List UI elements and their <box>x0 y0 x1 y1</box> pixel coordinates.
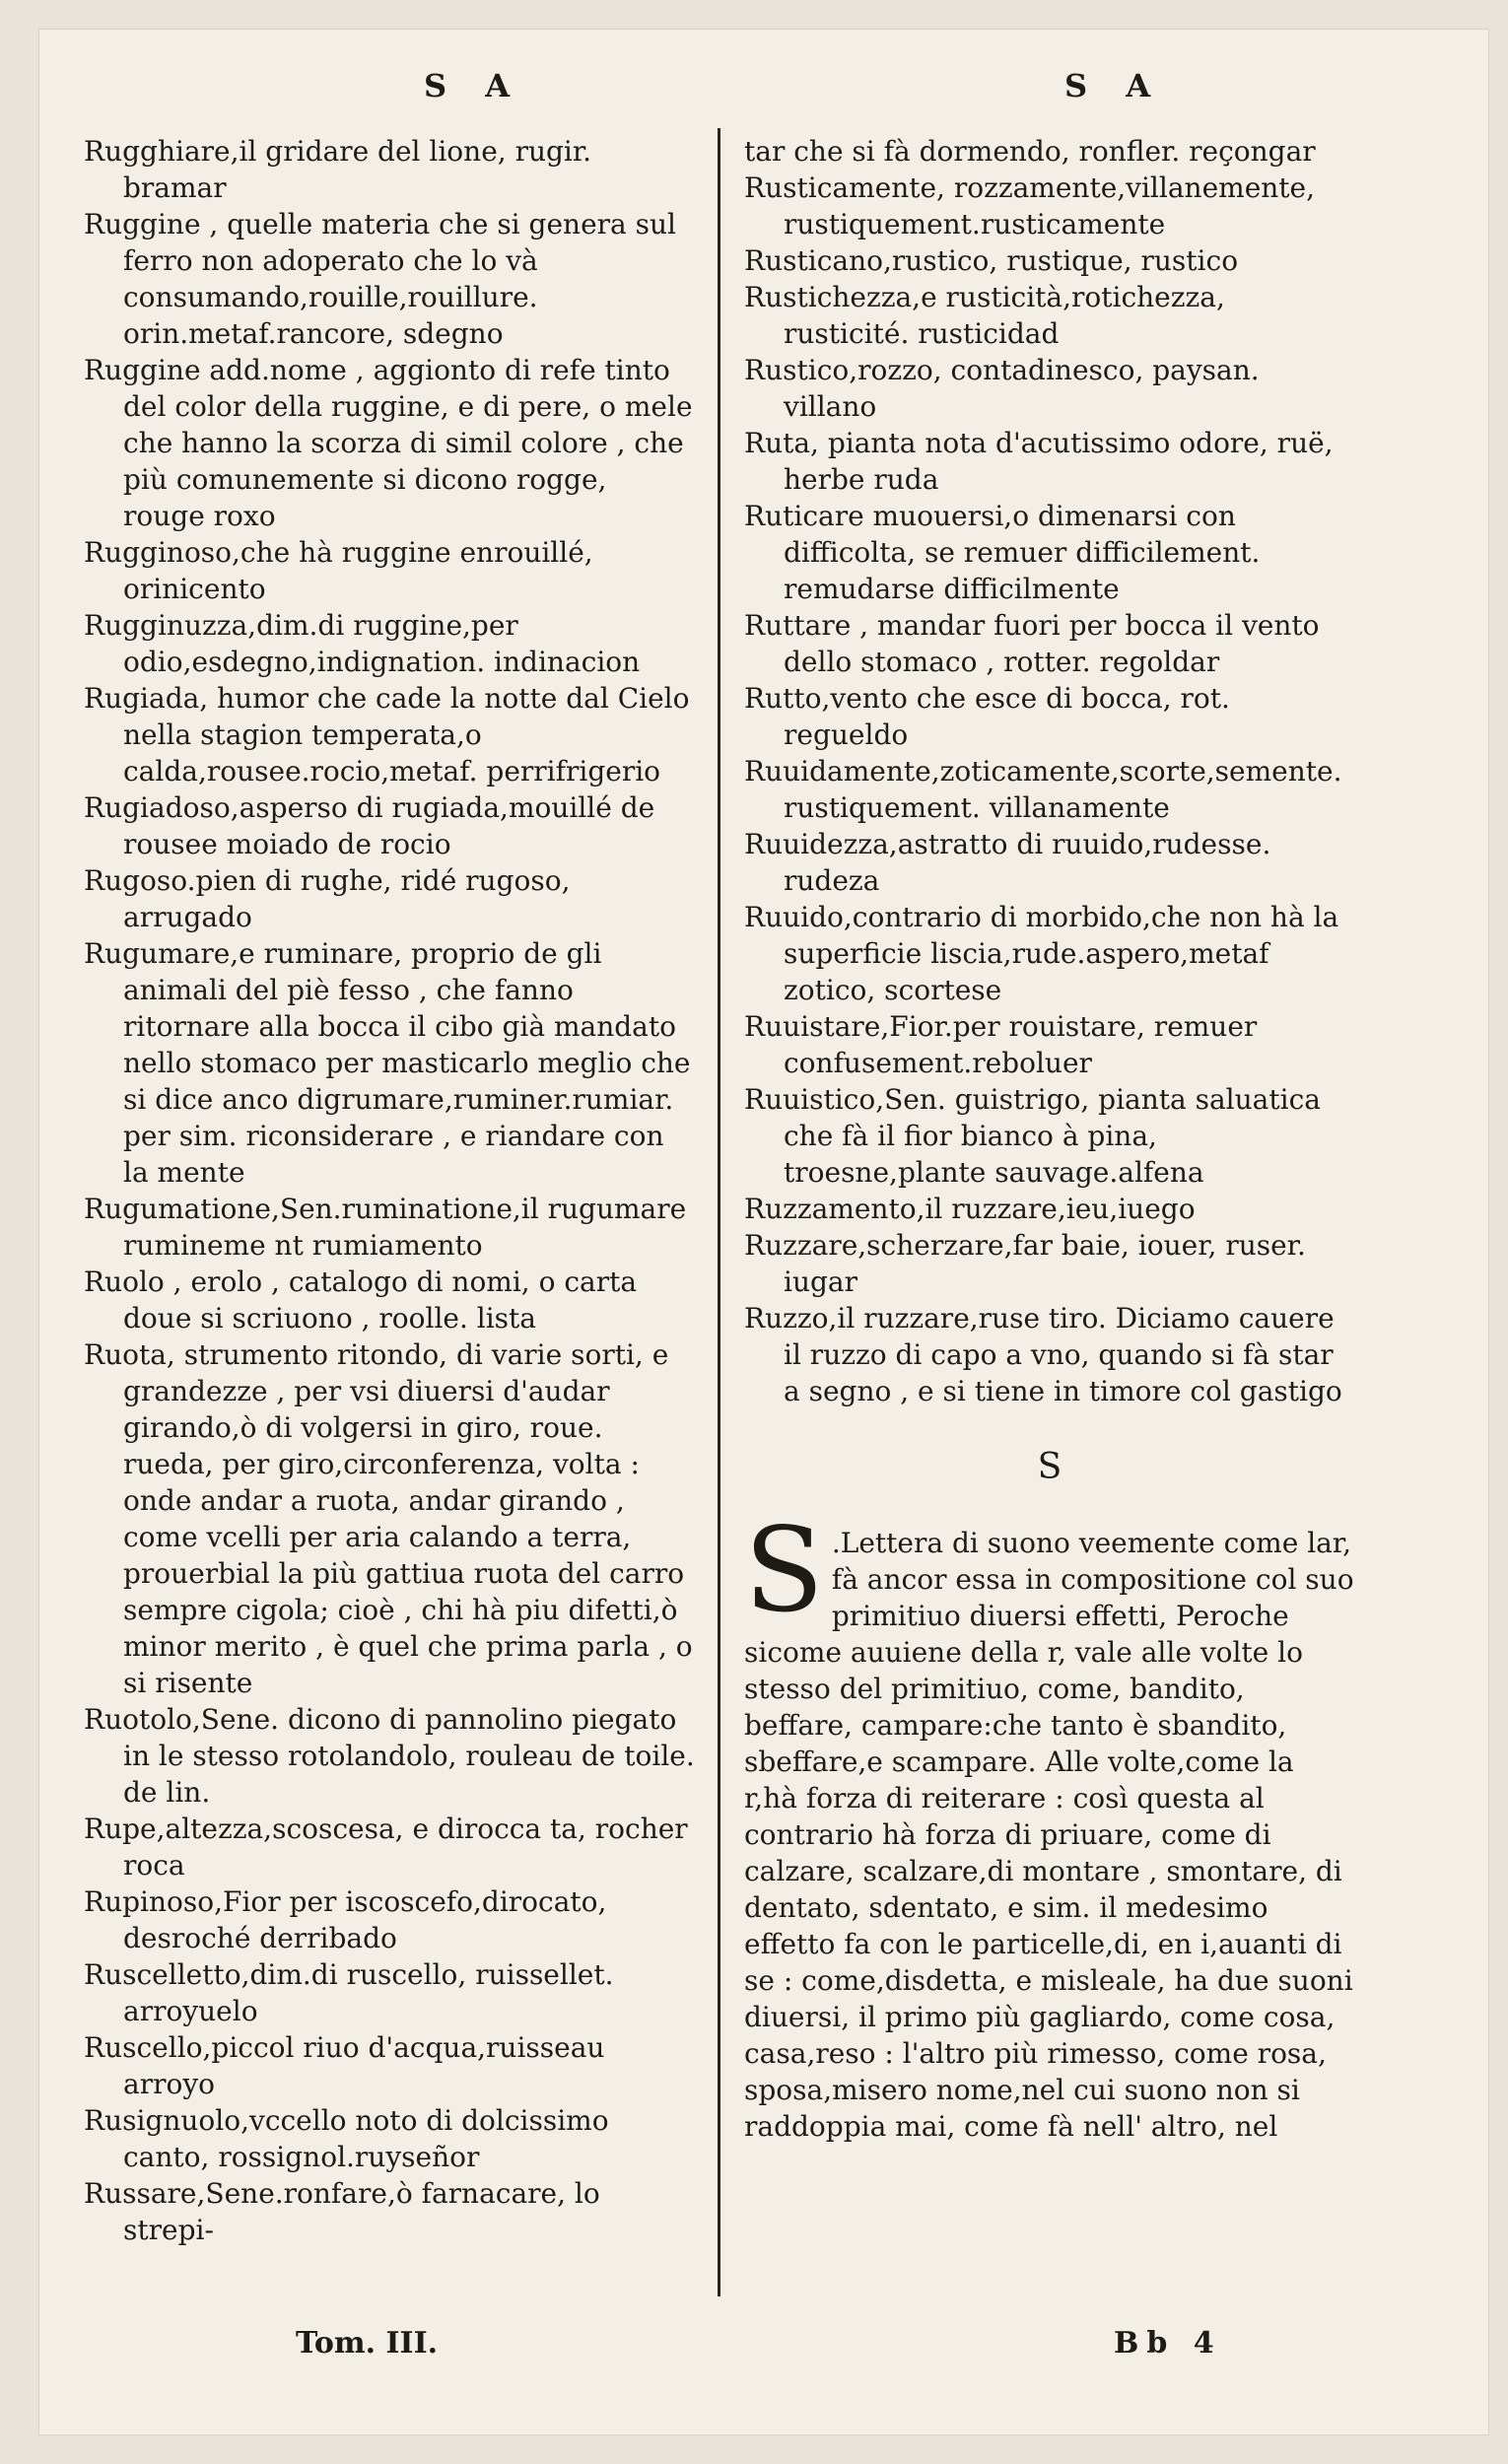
entry-ruggine: Ruggine , quelle materia che si genera sul ferro non adoperato che lo và consumando,rouille,rouillure. orin.metaf.rancore, sdegno <box>84 208 676 350</box>
footer-signature: Bb 4 <box>1114 2326 1222 2361</box>
entry-ruzzare: Ruzzare,scherzare,far baie, iouer, ruser. iugar <box>744 1229 1306 1298</box>
entry-ruuidamente: Ruuidamente,zoticamente,scorte,semente. rustiquement. villanamente <box>744 755 1342 824</box>
entry-russare: Russare,Sene.ronfare,ò farnacare, lo strepi- <box>84 2177 600 2246</box>
entry-ruscelletto: Ruscelletto,dim.di ruscello, ruissellet. arroyuelo <box>84 1958 614 2027</box>
entry-rustico: Rustico,rozzo, contadinesco, paysan. villano <box>744 354 1260 423</box>
dropcap-s: S <box>744 1502 824 1638</box>
entry-rugginoso: Rugginoso,che hà ruggine enrouillé, orinicento <box>84 536 593 605</box>
entry-ruta: Ruta, pianta nota d'acutissimo odore, ruë, herbe ruda <box>744 427 1334 496</box>
entry-ruttare: Ruttare , mandar fuori per bocca il vento dello stomaco , rotter. regoldar <box>744 609 1320 678</box>
entry-ruticare: Ruticare muouersi,o dimenarsi con difficolta, se remuer difficilement. remudarse difficilmente <box>744 500 1261 605</box>
entry-rusticamente: Rusticamente, rozzamente,villanemente, rustiquement.rusticamente <box>744 171 1316 240</box>
column-divider <box>718 128 720 2296</box>
s-definition-text: .Lettera di suono veemente come lar, fà ancor essa in compositione col suo primitiuo diuersi effetti, Peroche sicome auuiene della r, vale alle volte lo stesso del primitiuo, come, bandito, beffare, campare:che tanto è sbandito, sbeffare,e scampare. Alle volte,come la r,hà forza di reiterare : così questa al contrario hà forza di priuare, come di calzare, scalzare,di montare , smontare, di dentato, sdentato, e sim. il medesimo effetto fa con le particelle,di, en i,auanti di se : come,disdetta, e misleale, ha due suoni diuersi, il primo più gagliardo, come cosa, casa,reso : l'altro più rimesso, come rosa, sposa,misero nome,nel cui suono non si raddoppia mai, come fà nell' altro, nel <box>744 1527 1354 2143</box>
entry-ruscello: Ruscello,piccol riuo d'acqua,ruisseau arroyo <box>84 2031 605 2100</box>
entry-ruuistare: Ruuistare,Fior.per rouistare, remuer confusement.reboluer <box>744 1010 1258 1079</box>
entry-rugginuzza: Rugginuzza,dim.di ruggine,per odio,esdegno,indignation. indinacion <box>84 609 641 678</box>
entry-rugiadoso: Rugiadoso,asperso di rugiada,mouillé de rousee moiado de rocio <box>84 791 655 860</box>
entry-ruuistico: Ruuistico,Sen. guistrigo, pianta saluatica che fà il fior bianco à pina, troesne,plante sauvage.alfena <box>744 1083 1321 1189</box>
entry-ruuidezza: Ruuidezza,astratto di ruuido,rudesse. rudeza <box>744 828 1271 897</box>
entry-rugoso: Rugoso.pien di rughe, ridé rugoso, arrugado <box>84 864 571 933</box>
section-letter-s: S <box>1037 1447 1062 1487</box>
entry-rusignuolo: Rusignuolo,vccello noto di dolcissimo canto, rossignol.ruyseñor <box>84 2104 609 2173</box>
entry-ruzzamento: Ruzzamento,il ruzzare,ieu,iuego <box>744 1193 1196 1225</box>
entry-s-definition <box>744 1502 1355 2145</box>
entry-ruota: Ruota, strumento ritondo, di varie sorti, e grandezze , per vsi diuersi d'audar girando,ò di volgersi in giro, roue. rueda, per giro,circonferenza, volta : onde andar a ruota, andar girando , come vcelli per aria calando a terra, prouerbial la più gattiua ruota del carro sempre cigola; cioè , chi hà piu difetti,ò minor merito , è quel che prima parla , o si risente <box>84 1338 693 1699</box>
header-left: S A <box>424 67 524 104</box>
left-column <box>84 133 695 2248</box>
entry-rupe: Rupe,altezza,scoscesa, e dirocca ta, rocher roca <box>84 1813 688 1882</box>
entry-ruggine-add: Ruggine add.nome , aggionto di refe tinto del color della ruggine, e di pere, o mele che hanno la scorza di simil colore , che più comunemente si dicono rogge, rouge roxo <box>84 354 693 532</box>
dictionary-page <box>39 30 1488 2434</box>
entry-rugiada: Rugiada, humor che cade la notte dal Cielo nella stagion temperata,o calda,rousee.rocio,metaf. perrifrigerio <box>84 682 690 787</box>
entry-rusticano: Rusticano,rustico, rustique, rustico <box>744 244 1239 277</box>
header-right: S A <box>1064 67 1165 104</box>
entry-rugumatione: Rugumatione,Sen.ruminatione,il rugumare rumineme nt rumiamento <box>84 1193 687 1262</box>
entry-russare-cont: tar che si fà dormendo, ronfler. reçongar <box>744 135 1316 168</box>
footer-volume: Tom. III. <box>296 2326 439 2361</box>
entry-ruotolo: Ruotolo,Sene. dicono di pannolino piegato in le stesso rotolandolo, rouleau de toile. de lin. <box>84 1703 695 1809</box>
entry-rugumare: Rugumare,e ruminare, proprio de gli animali del piè fesso , che fanno ritornare alla bocca il cibo già mandato nello stomaco per masticarlo meglio che si dice anco digrumare,ruminer.rumiar. per sim. riconsiderare , e riandare con la mente <box>84 937 691 1189</box>
entry-ruolo: Ruolo , erolo , catalogo di nomi, o carta doue si scriuono , roolle. lista <box>84 1266 638 1335</box>
entry-rupinoso: Rupinoso,Fior per iscoscefo,dirocato, desroché derribado <box>84 1885 607 1954</box>
entry-ruuido: Ruuido,contrario di morbido,che non hà la superficie liscia,rude.aspero,metaf zotico, scortese <box>744 901 1339 1006</box>
entry-rutto: Rutto,vento che esce di bocca, rot. regueldo <box>744 682 1230 751</box>
entry-ruzzo: Ruzzo,il ruzzare,ruse tiro. Diciamo cauere il ruzzo di capo a vno, quando si fà star a segno , e si tiene in timore col gastigo <box>744 1302 1342 1407</box>
entry-rustichezza: Rustichezza,e rusticità,rotichezza, rusticité. rusticidad <box>744 281 1225 350</box>
entry-rugghiare: Rugghiare,il gridare del lione, rugir. bramar <box>84 135 592 204</box>
right-column <box>744 133 1355 2145</box>
